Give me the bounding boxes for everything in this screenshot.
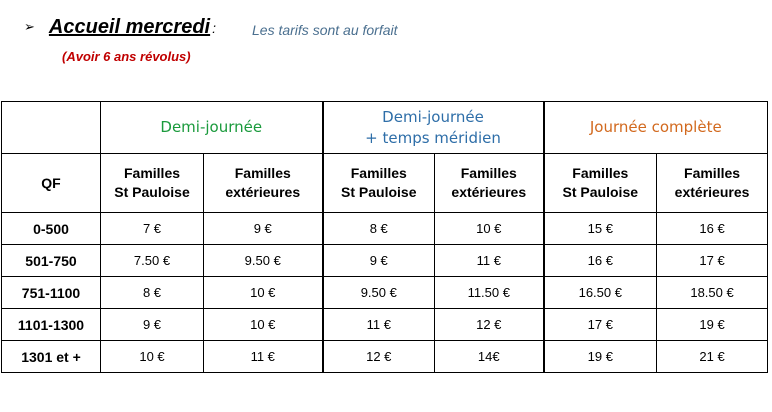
price-cell: 7 € xyxy=(101,213,204,245)
arrow-bullet-icon: ➢ xyxy=(24,19,35,34)
price-cell: 10 € xyxy=(101,341,204,373)
qf-header: QF xyxy=(2,154,101,213)
table-row xyxy=(2,277,768,309)
price-cell: 9 € xyxy=(323,245,435,277)
table-row xyxy=(2,213,768,245)
qf-cell: 0-500 xyxy=(2,213,101,245)
price-cell: 16.50 € xyxy=(544,277,657,309)
sub-header-row xyxy=(2,154,768,213)
price-cell: 19 € xyxy=(657,309,768,341)
price-cell: 17 € xyxy=(657,245,768,277)
sub-header-line1: Familles xyxy=(684,165,741,181)
group-full-day xyxy=(544,102,768,154)
sub-header-st-pauloise xyxy=(544,154,657,213)
sub-header-st-pauloise xyxy=(323,154,435,213)
group-half-day-lunch-line1: Demi-journée xyxy=(382,107,484,126)
price-cell: 12 € xyxy=(435,309,544,341)
sub-header-line2: St Pauloise xyxy=(562,184,639,200)
title-colon: : xyxy=(212,20,216,36)
price-cell: 12 € xyxy=(323,341,435,373)
price-cell: 11 € xyxy=(323,309,435,341)
sub-header-line2: extérieures xyxy=(674,184,750,200)
price-cell: 10 € xyxy=(204,277,323,309)
table-row xyxy=(2,309,768,341)
price-cell: 18.50 € xyxy=(657,277,768,309)
price-cell: 8 € xyxy=(101,277,204,309)
qf-cell: 751-1100 xyxy=(2,277,101,309)
price-cell: 9.50 € xyxy=(323,277,435,309)
sub-header-line1: Familles xyxy=(572,165,629,181)
sub-header-line2: extérieures xyxy=(451,184,527,200)
price-cell: 11.50 € xyxy=(435,277,544,309)
qf-cell: 1101-1300 xyxy=(2,309,101,341)
sub-header-line2: St Pauloise xyxy=(341,184,417,200)
price-cell: 9.50 € xyxy=(204,245,323,277)
pricing-table xyxy=(1,101,768,373)
price-cell: 14€ xyxy=(435,341,544,373)
price-cell: 9 € xyxy=(101,309,204,341)
sub-header-exterieures xyxy=(204,154,323,213)
sub-header-line2: extérieures xyxy=(225,184,301,200)
group-full-day-label: Journée complète xyxy=(589,118,722,136)
price-cell: 16 € xyxy=(657,213,768,245)
price-cell: 11 € xyxy=(435,245,544,277)
sub-header-line2: St Pauloise xyxy=(114,184,190,200)
price-cell: 17 € xyxy=(544,309,657,341)
sub-header-line1: Familles xyxy=(123,165,181,181)
price-cell: 9 € xyxy=(204,213,323,245)
section-heading xyxy=(24,16,216,44)
price-cell: 11 € xyxy=(204,341,323,373)
price-cell: 15 € xyxy=(544,213,657,245)
sub-header-line1: Familles xyxy=(350,165,407,181)
table-row xyxy=(2,341,768,373)
sub-header-line1: Familles xyxy=(460,165,517,181)
empty-corner-cell xyxy=(2,102,101,154)
sub-header-exterieures xyxy=(657,154,768,213)
price-cell: 21 € xyxy=(657,341,768,373)
sub-header-line1: Familles xyxy=(234,165,291,181)
pricing-note: Les tarifs sont au forfait xyxy=(252,22,398,38)
group-half-day-lunch-line2: + temps méridien xyxy=(365,128,501,147)
price-cell: 8 € xyxy=(323,213,435,245)
group-half-day xyxy=(101,102,323,154)
table-row xyxy=(2,245,768,277)
price-cell: 16 € xyxy=(544,245,657,277)
group-header-row xyxy=(2,102,768,154)
sub-header-exterieures xyxy=(435,154,544,213)
sub-header-st-pauloise xyxy=(101,154,204,213)
price-cell: 10 € xyxy=(204,309,323,341)
qf-cell: 1301 et + xyxy=(2,341,101,373)
age-requirement: (Avoir 6 ans révolus) xyxy=(62,49,191,64)
group-half-day-lunch xyxy=(323,102,544,154)
price-cell: 10 € xyxy=(435,213,544,245)
price-cell: 7.50 € xyxy=(101,245,204,277)
qf-cell: 501-750 xyxy=(2,245,101,277)
group-half-day-label: Demi-journée xyxy=(160,118,263,136)
price-cell: 19 € xyxy=(544,341,657,373)
page-title: Accueil mercredi xyxy=(48,16,211,38)
